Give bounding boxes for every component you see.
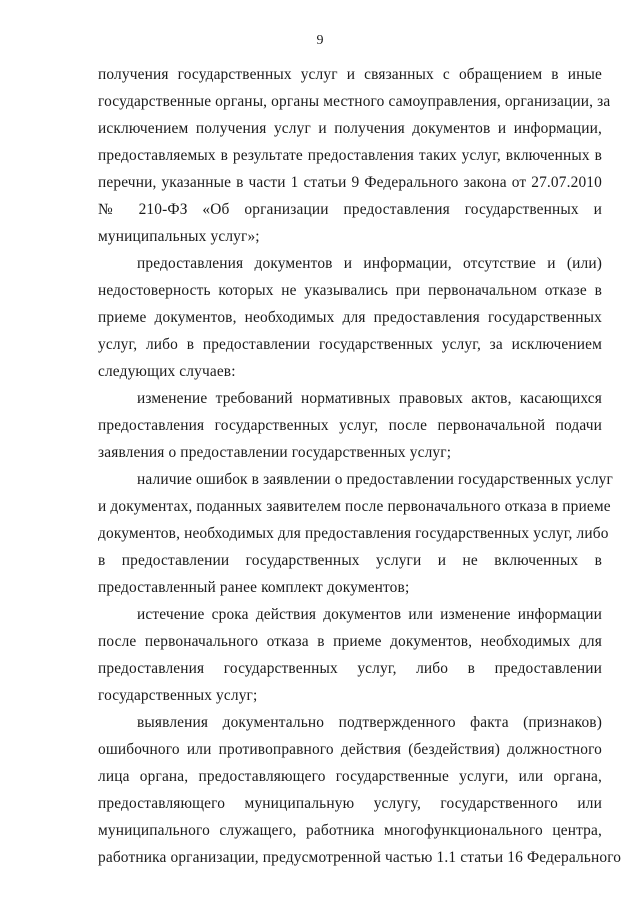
text-line: заявления о предоставлении государственных услуг; (98, 444, 452, 461)
paragraph-first-line: изменение требований нормативных правовых актов, касающихся (137, 390, 602, 407)
paragraph-first-line: наличие ошибок в заявлении о предоставлении государственных услуг (137, 471, 613, 488)
text-line: следующих случаев: (98, 363, 236, 380)
text-line: документов, необходимых для предоставления государственных услуг, либо (98, 525, 609, 542)
paragraph-first-line: истечение срока действия документов или изменение информации (137, 606, 602, 623)
text-line: государственные органы, органы местного самоуправления, организации, за (98, 93, 611, 110)
paragraph-first-line: предоставления документов и информации, отсутствие и (или) (137, 255, 602, 272)
text-line: в предоставлении государственных услуги и не включенных в (98, 552, 602, 569)
text-line: приеме документов, необходимых для предоставления государственных (98, 309, 602, 326)
text-line: предоставления государственных услуг, после первоначальной подачи (98, 417, 602, 434)
text-line: лица органа, предоставляющего государственные услуги, или органа, (98, 768, 602, 785)
text-line: недостоверность которых не указывались при первоначальном отказе в (98, 282, 602, 299)
text-line: предоставляющего муниципальную услугу, государственного или (98, 795, 602, 812)
text-line: предоставления государственных услуг, либо в предоставлении (98, 660, 602, 677)
text-line: государственных услуг; (98, 687, 258, 704)
text-line: и документах, поданных заявителем после первоначального отказа в приеме (98, 498, 611, 515)
text-line: получения государственных услуг и связанных с обращением в иные (98, 66, 602, 83)
text-line: муниципальных услуг»; (98, 228, 260, 245)
text-line: предоставленный ранее комплект документов; (98, 579, 410, 596)
text-line: ошибочного или противоправного действия (бездействия) должностного (98, 741, 602, 758)
text-line: услуг, либо в предоставлении государственных услуг, за исключением (98, 336, 602, 353)
text-line: предоставляемых в результате предоставления таких услуг, включенных в (98, 147, 602, 164)
text-line: № 210-ФЗ «Об организации предоставления государственных и (98, 201, 602, 218)
page-number: 9 (316, 33, 324, 48)
text-line: исключением получения услуг и получения документов и информации, (98, 120, 602, 137)
text-line: работника организации, предусмотренной частью 1.1 статьи 16 Федерального (98, 849, 622, 866)
text-line: перечни, указанные в части 1 статьи 9 Федерального закона от 27.07.2010 (98, 174, 602, 191)
text-line: муниципального служащего, работника многофункционального центра, (98, 822, 602, 839)
paragraph-first-line: выявления документально подтвержденного факта (признаков) (137, 714, 602, 731)
text-line: после первоначального отказа в приеме документов, необходимых для (98, 633, 602, 650)
